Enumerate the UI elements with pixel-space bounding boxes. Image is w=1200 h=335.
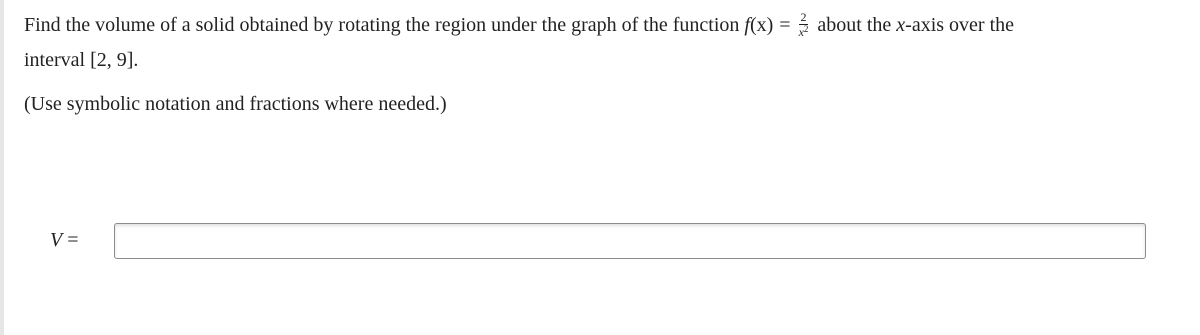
function-name: f [744, 14, 750, 36]
axis-suffix: -axis over the [905, 14, 1015, 36]
axis-name [896, 14, 1014, 36]
answer-variable: V [50, 229, 63, 251]
interval-period: . [133, 49, 139, 71]
denominator-exponent: 2 [803, 23, 809, 34]
fraction-numerator: 2 [800, 9, 807, 24]
interval-label: interval [24, 49, 86, 71]
fraction-denominator [799, 25, 809, 38]
function-argument: (x) [749, 14, 774, 36]
axis-variable: x [896, 14, 906, 36]
question-intro: Find the volume of a solid obtained by rotating the region under the graph of the function [24, 14, 740, 36]
answer-label [50, 229, 79, 252]
function-fraction [799, 11, 809, 38]
question-paragraph [24, 8, 1194, 78]
denominator-variable: x [798, 24, 804, 39]
function-expression [744, 9, 812, 39]
notation-hint: (Use symbolic notation and fractions where needed.) [24, 93, 447, 115]
equals-sign: = [779, 14, 791, 36]
answer-row [50, 223, 1150, 261]
answer-equals: = [67, 229, 79, 251]
answer-input[interactable] [114, 223, 1146, 259]
question-after-function: about the [817, 14, 892, 36]
question-text [24, 8, 1194, 78]
interval-value: [2, 9] [90, 49, 134, 71]
